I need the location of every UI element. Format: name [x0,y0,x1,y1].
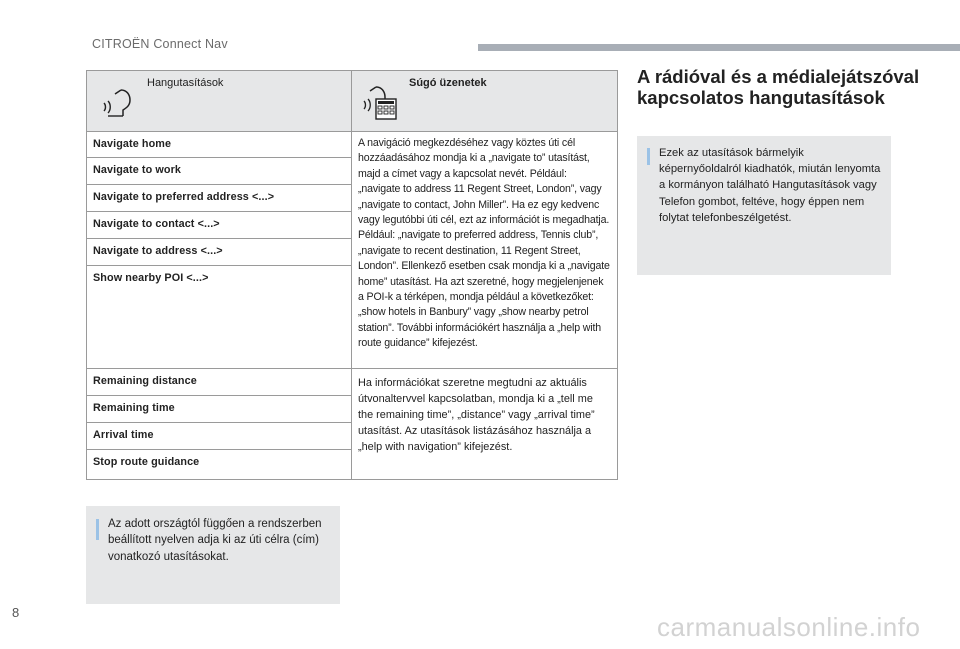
command-cell: Navigate to contact <...> [87,212,352,239]
command-cell: Arrival time [87,423,352,450]
command-cell: Remaining distance [87,369,352,396]
command-cell: Navigate to work [87,158,352,185]
note-box [86,506,340,604]
command-cell: Stop route guidance [87,450,352,480]
note-text: Az adott országtól függően a rendszerben beállított nyelven adja ki az úti célra (cím) vonatkozó utasításokat. [108,518,322,563]
command-cell: Remaining time [87,396,352,423]
col2-header-cell [352,71,618,132]
watermark: carmanualsonline.info [657,612,921,642]
table-row [87,132,618,158]
voice-command-icon [101,85,133,117]
command-cell: Show nearby POI <...> [87,266,352,369]
help-message-icon [362,83,398,121]
col1-header-cell [87,71,352,132]
tip-box [637,136,891,275]
info-accent-bar [647,148,650,165]
table-row [87,369,618,396]
section-heading: A rádióval és a médialejátszóval kapcsolatos hangutasítások [637,66,920,108]
col1-header-label: Hangutasítások [147,77,224,89]
command-cell: Navigate to address <...> [87,239,352,266]
page-number: 8 [12,605,20,620]
tip-text: Ezek az utasítások bármelyik képernyőoldalról kiadhatók, miután lenyomta a kormányon található Hangutasítások vagy Telefon gombot, feltéve, hogy éppen nem folytat telefonbeszélgetést. [659,147,881,224]
command-cell: Navigate home [87,132,352,158]
header-bar [478,44,960,51]
info-accent-bar [96,519,99,540]
table-header-row [87,71,618,132]
col2-header-label: Súgó üzenetek [409,77,487,89]
help-text-cell: Ha információkat szeretne megtudni az aktuális útvonaltervvel kapcsolatban, mondja ki a „tell me the remaining time”, „distance” vagy „arrival time” utasítást. Az utasítások listázásához használja a „help with navigation” kifejezést. [352,369,618,480]
voice-commands-table [86,70,618,480]
header-title: CITROËN Connect Nav [92,37,228,51]
command-cell: Navigate to preferred address <...> [87,185,352,212]
help-text-cell: A navigáció megkezdéséhez vagy köztes úti cél hozzáadásához mondja ki a „navigate to” utasítást, majd a címet vagy a kapcsolat nevét. Például: „navigate to address 11 Regent Street, London”, vagy „navigate to contact, John Miller”. Ha ez egy kedvenc vagy legutóbbi úti cél, ezt az információt is megadhatja. Például: „navigate to preferred address, Tennis club”, „navigate to recent destination, 11 Regent Street, London”. Ellenkező esetben csak mondja ki a „navigate home” utasítást. Ha azt szeretné, hogy megjelenjenek a POI-k a térképen, mondja például a következőket: „show hotels in Banbury” vagy „show nearby petrol station”. További információkért használja a „help with route guidance” kifejezést. [352,132,618,369]
